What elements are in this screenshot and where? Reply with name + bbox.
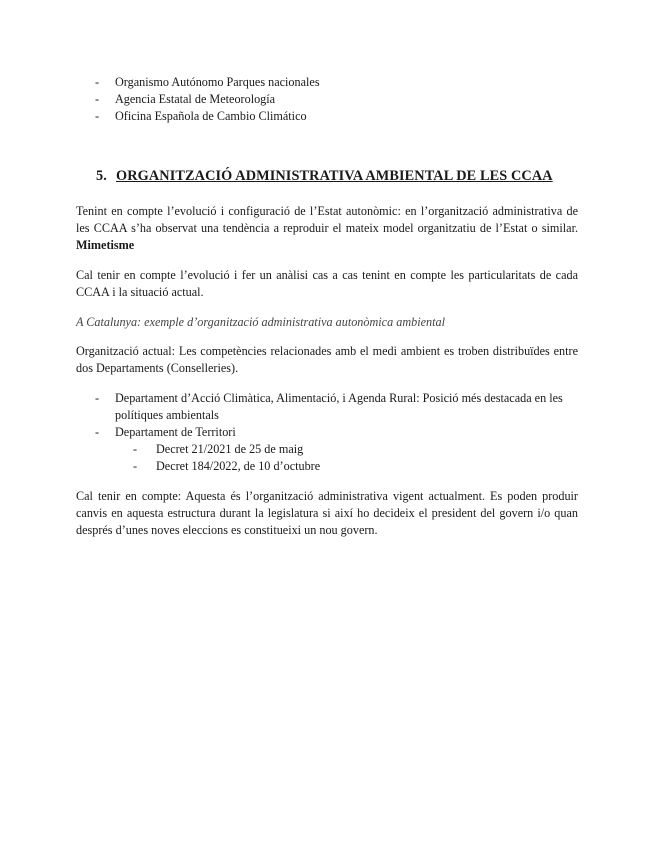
- intro-paragraph: [76, 203, 578, 254]
- list-item-text: Decret 21/2021 de 25 de maig: [156, 442, 304, 456]
- list-item-text: Departament d’Acció Climàtica, Alimentació, i Agenda Rural: Posició més destacada en les polítiques ambientals: [115, 391, 563, 422]
- list-item: [76, 390, 578, 424]
- dash-marker: -: [95, 75, 100, 89]
- document-page: [76, 74, 578, 539]
- list-item-text: Departament de Territori: [115, 425, 236, 439]
- list-item: [76, 74, 578, 91]
- list-item-text: Oficina Española de Cambio Climático: [115, 109, 307, 123]
- list-item: [76, 441, 578, 458]
- departments-list: [76, 390, 578, 441]
- intro-bold-term: Mimetisme: [76, 238, 135, 252]
- dash-marker: -: [95, 425, 100, 439]
- paragraph-note: Cal tenir en compte: Aquesta és l’organització administrativa vigent actualment. Es poden produir canvis en aquesta estructura durant la legislatura si així ho decideix el president del govern i/o quan després d’unes noves eleccions es constitueixi un nou govern.: [76, 489, 578, 537]
- list-item: [76, 424, 578, 441]
- dash-marker: -: [133, 459, 138, 473]
- dash-marker: -: [95, 109, 100, 123]
- list-item: [76, 108, 578, 125]
- catalunya-subheading: A Catalunya: exemple d’organització administrativa autonòmica ambiental: [76, 315, 445, 329]
- list-item: [76, 458, 578, 475]
- list-item: [76, 91, 578, 108]
- dash-marker: -: [133, 442, 138, 456]
- paragraph-evolution: Cal tenir en compte l’evolució i fer un anàlisi cas a cas tenint en compte les particularitats de cada CCAA i la situació actual.: [76, 268, 578, 299]
- list-item-text: Agencia Estatal de Meteorología: [115, 92, 276, 106]
- dash-marker: -: [95, 92, 100, 106]
- section-heading: [76, 166, 578, 186]
- list-item-text: Organismo Autónomo Parques nacionales: [115, 75, 320, 89]
- section-number: 5.: [96, 168, 107, 184]
- top-bullet-list: [76, 74, 578, 125]
- section-title: ORGANITZACIÓ ADMINISTRATIVA AMBIENTAL DE LES CCAA: [116, 168, 553, 184]
- list-item-text: Decret 184/2022, de 10 d’octubre: [156, 459, 321, 473]
- paragraph-current-organization: Organització actual: Les competències relacionades amb el medi ambient es troben distribuïdes entre dos Departaments (Conselleries).: [76, 344, 578, 375]
- decrets-sublist: [76, 441, 578, 475]
- intro-text: Tenint en compte l’evolució i configuració de l’Estat autonòmic: en l’organització administrativa de les CCAA s’ha observat una tendència a reproduir el mateix model organitzatiu de l’Estat o similar.: [76, 204, 578, 235]
- dash-marker: -: [95, 391, 100, 405]
